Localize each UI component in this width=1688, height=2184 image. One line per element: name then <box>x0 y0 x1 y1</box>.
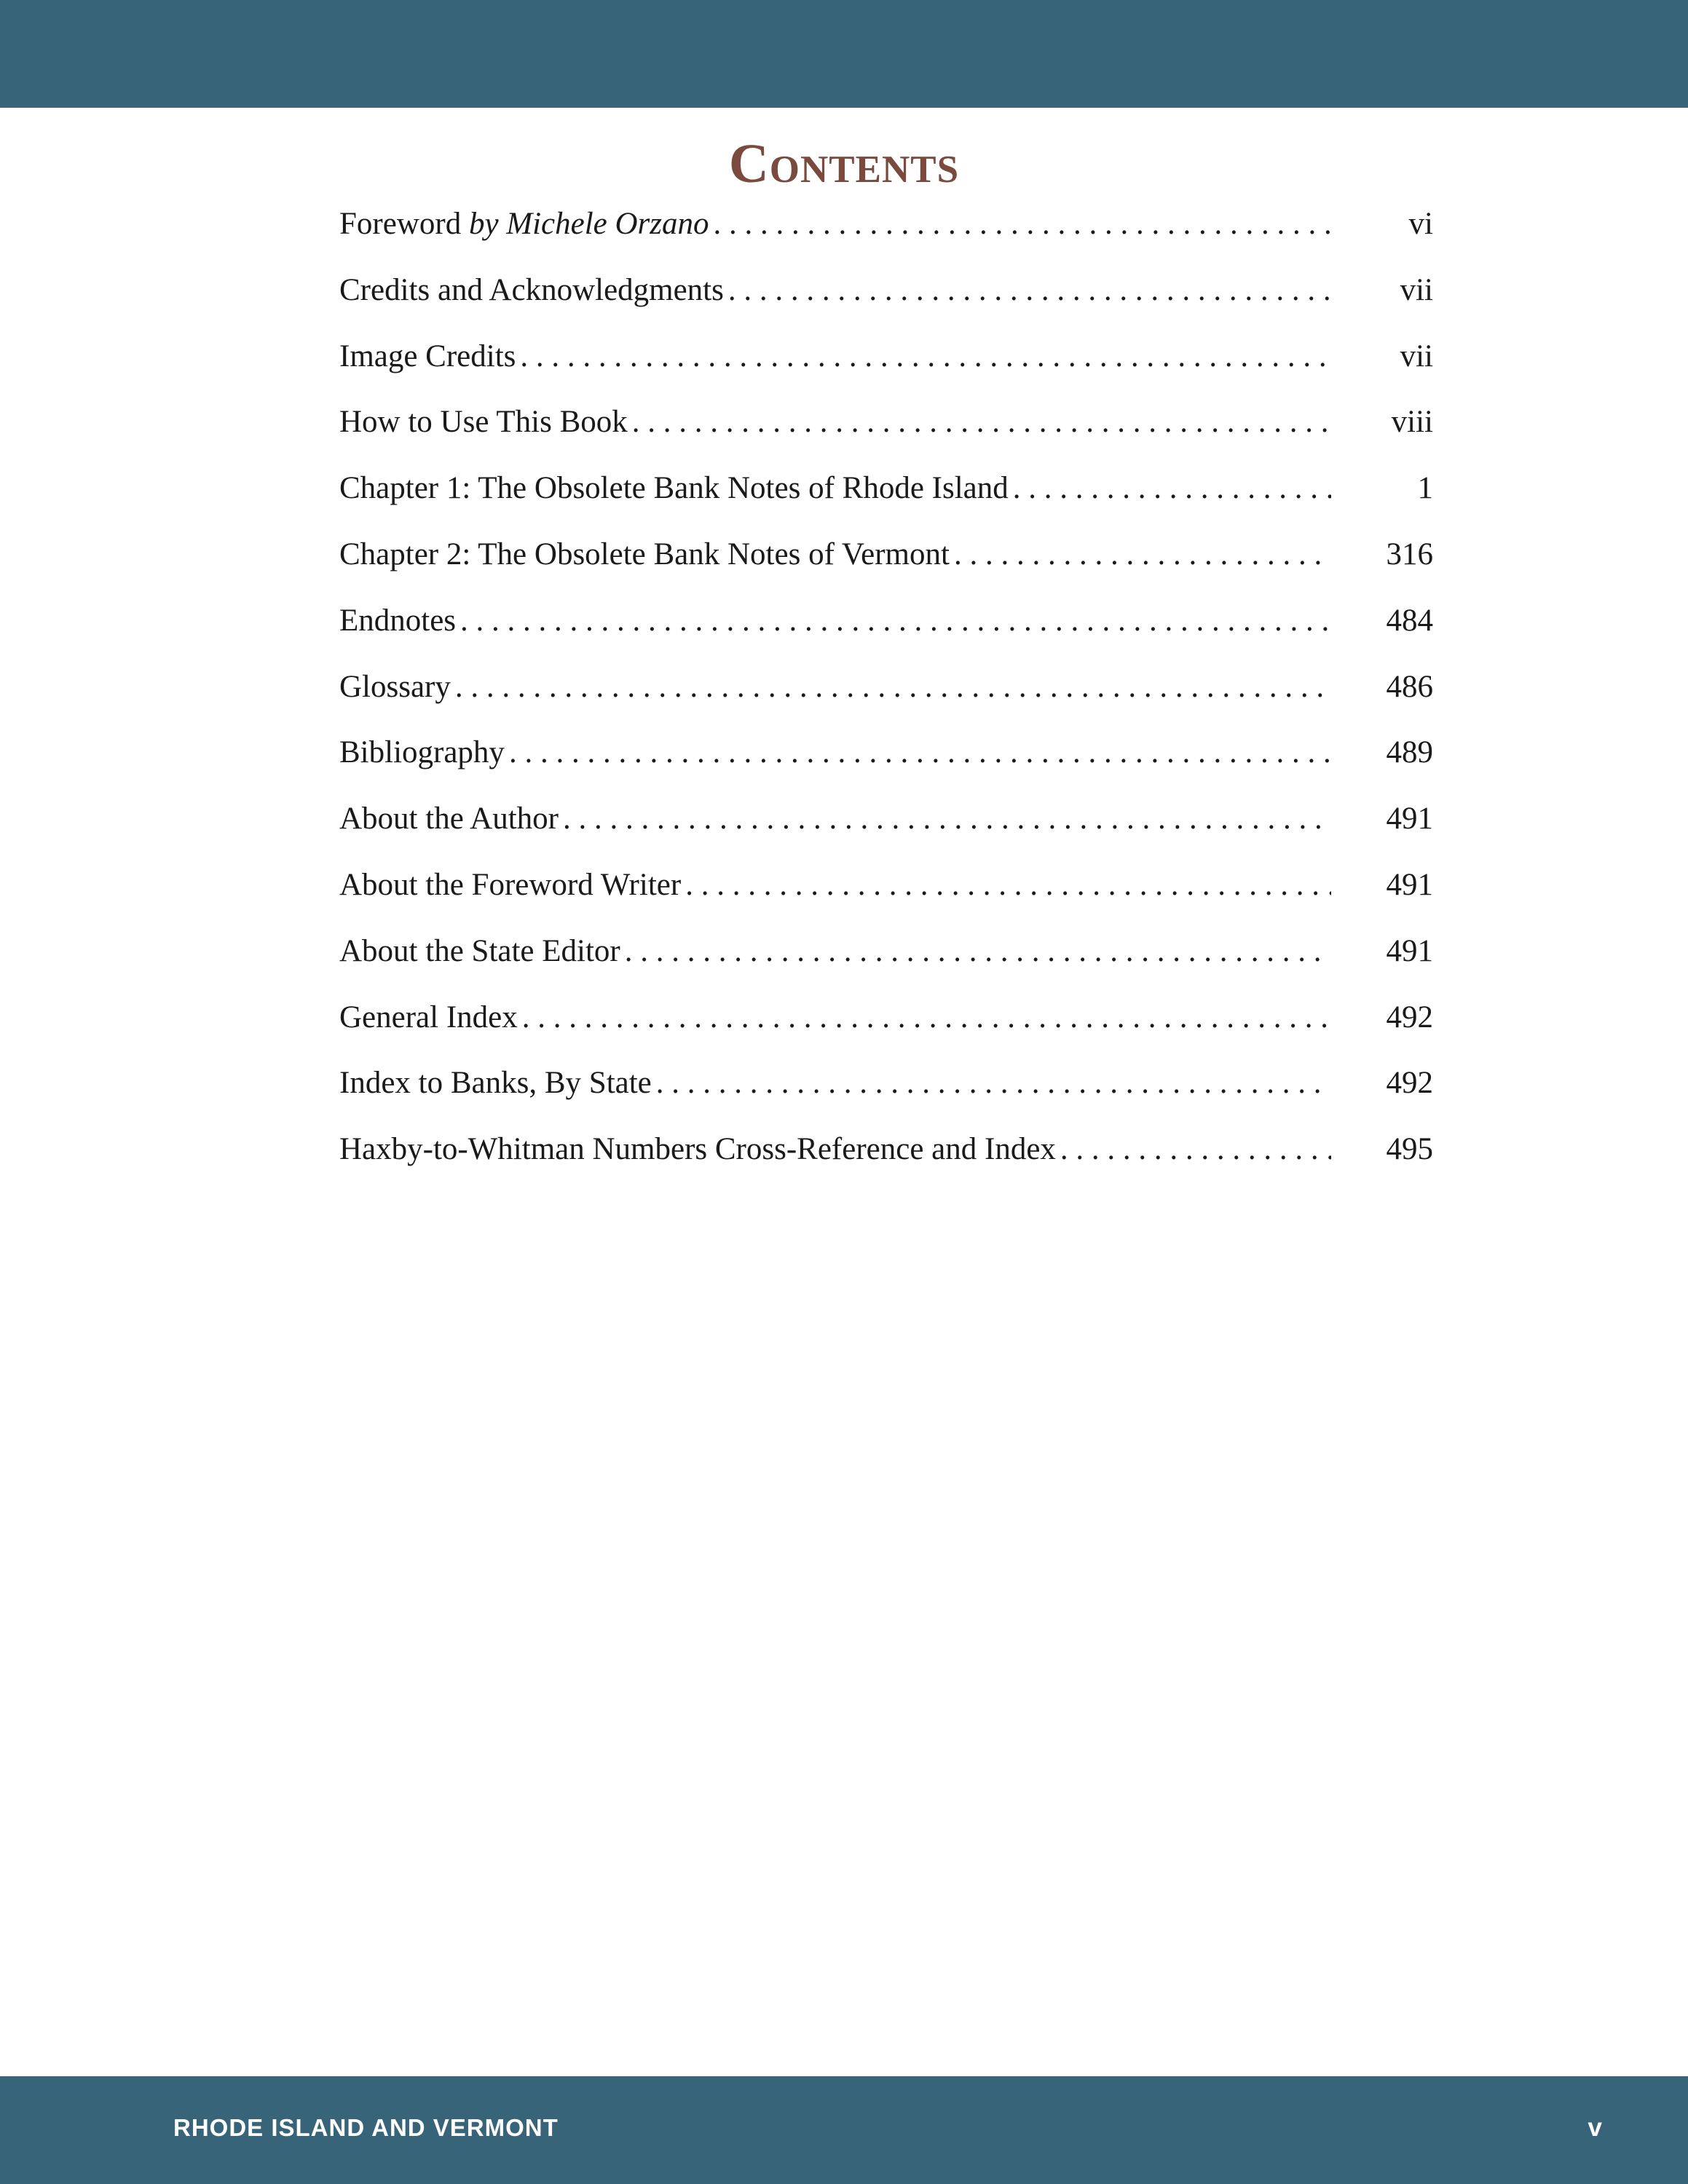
toc-entry-label: Credits and Acknowledgments <box>339 272 724 307</box>
toc-entry-label-italic: by Michele Orzano <box>468 207 709 241</box>
dot-leader <box>509 727 1331 779</box>
toc-entry-page: 492 <box>1386 1066 1433 1101</box>
dot-leader <box>728 264 1331 317</box>
dot-leader <box>520 331 1331 383</box>
toc-entry-label: Index to Banks, By State <box>339 1066 652 1101</box>
toc-entry[interactable] <box>339 396 1433 462</box>
toc-entry-label: Chapter 2: The Obsolete Bank Notes of Vermont <box>339 537 950 571</box>
toc-entry-page: vi <box>1408 207 1433 241</box>
toc-entry[interactable] <box>339 1057 1433 1123</box>
toc-entry-page: 489 <box>1386 735 1433 770</box>
dot-leader <box>460 595 1331 647</box>
toc-entry-page: 1 <box>1417 471 1433 506</box>
toc-entry-page: 492 <box>1386 1000 1433 1034</box>
toc-entry-page: vii <box>1400 339 1433 373</box>
toc-entry-label: Image Credits <box>339 339 516 373</box>
toc-entry[interactable] <box>339 925 1433 992</box>
toc-entry-label: Haxby-to-Whitman Numbers Cross-Reference and Index <box>339 1132 1056 1167</box>
page-title: Contents <box>728 133 960 194</box>
toc-entry[interactable] <box>339 859 1433 925</box>
toc-entry[interactable] <box>339 264 1433 331</box>
toc-entry[interactable] <box>339 727 1433 793</box>
toc-entry[interactable] <box>339 529 1433 595</box>
toc-entry-page: 491 <box>1386 867 1433 902</box>
header-bar <box>0 0 1688 108</box>
dot-leader <box>625 925 1331 978</box>
dot-leader <box>455 661 1331 713</box>
toc-entry-page: 316 <box>1386 537 1433 571</box>
toc-entry-page: 491 <box>1386 802 1433 836</box>
toc-entry-page: 486 <box>1386 669 1433 704</box>
toc-entry[interactable] <box>339 793 1433 859</box>
dot-leader <box>563 793 1331 845</box>
page-number: v <box>1588 2113 1602 2142</box>
toc-entry[interactable] <box>339 992 1433 1058</box>
toc-entry-page: 495 <box>1386 1132 1433 1167</box>
dot-leader <box>522 992 1331 1044</box>
dot-leader <box>1013 462 1331 515</box>
dot-leader <box>656 1057 1331 1109</box>
dot-leader <box>685 859 1331 911</box>
toc-entry-page: 484 <box>1386 603 1433 638</box>
running-footer-title: RHODE ISLAND AND VERMONT <box>173 2114 559 2141</box>
toc-entry-label: About the Author <box>339 802 559 836</box>
dot-leader <box>954 529 1331 581</box>
toc-entry-label: Glossary <box>339 669 451 704</box>
dot-leader <box>632 396 1331 448</box>
toc-entry-label: General Index <box>339 1000 518 1034</box>
toc-entry-label: About the Foreword Writer <box>339 867 682 902</box>
dot-leader <box>714 198 1331 250</box>
toc-entry-label: Endnotes <box>339 603 457 638</box>
toc-entry[interactable] <box>339 595 1433 661</box>
toc-entry[interactable] <box>339 1123 1433 1190</box>
dot-leader <box>1060 1123 1331 1176</box>
toc-entry-page: vii <box>1400 272 1433 307</box>
toc-entry-label: Bibliography <box>339 735 505 770</box>
toc-entry[interactable] <box>339 331 1433 397</box>
toc-entry-label: About the State Editor <box>339 933 620 968</box>
toc-entry[interactable] <box>339 661 1433 727</box>
toc-entry-label: Foreword by Michele Orzano <box>339 207 709 241</box>
toc-entry-page: viii <box>1391 405 1433 440</box>
toc-entry-page: 491 <box>1386 933 1433 968</box>
toc-entry-label: Chapter 1: The Obsolete Bank Notes of Rhode Island <box>339 471 1009 506</box>
table-of-contents <box>339 198 1433 1190</box>
toc-entry-label: How to Use This Book <box>339 405 628 440</box>
toc-entry[interactable] <box>339 462 1433 529</box>
toc-entry[interactable] <box>339 198 1433 264</box>
